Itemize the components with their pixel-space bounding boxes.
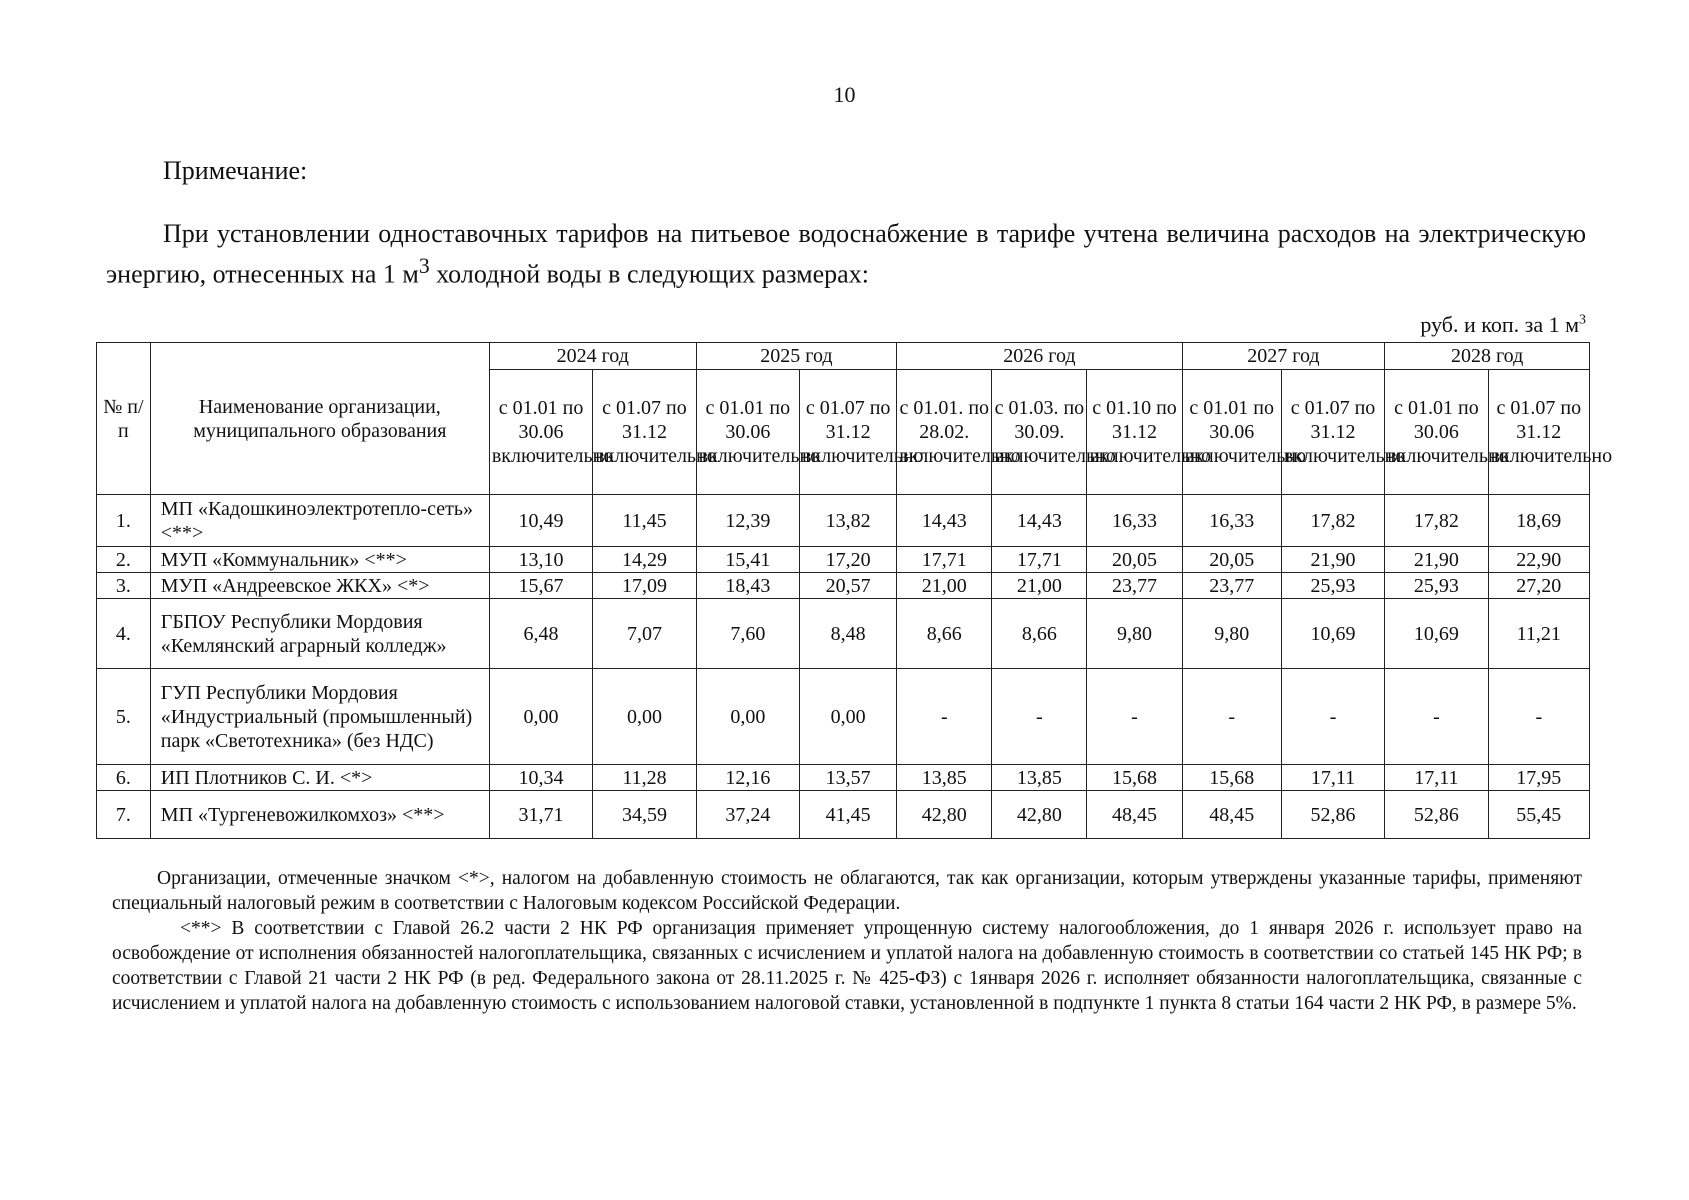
tariff-value: 31,71: [489, 791, 592, 839]
intro-paragraph: [106, 218, 1586, 291]
tariff-value: 17,11: [1385, 765, 1488, 791]
year-header: 2026 год: [897, 343, 1182, 370]
tariff-value: 25,93: [1385, 573, 1488, 599]
table-row: [97, 791, 1590, 839]
tariff-value: 15,41: [696, 547, 799, 573]
tariff-value: 13,82: [800, 495, 897, 547]
tariff-value: 15,68: [1182, 765, 1281, 791]
intro-text-before: При установлении одноставочных тарифов на питьевое водоснабжение в тарифе учтена величина расходов на электрическую энергию, отнесенных на 1 м: [106, 219, 1586, 289]
table-row: [97, 573, 1590, 599]
footnote-single-asterisk: Организации, отмеченные значком <*>, налогом на добавленную стоимость не облагаются, так как организации, которым утверждены указанные тарифы, применяют специальный налоговый режим в соответствии с Налоговым кодексом Российской Федерации.: [112, 868, 1582, 914]
period-header: с 01.01 по 30.06 включительно: [489, 370, 592, 495]
tariff-value: -: [897, 669, 992, 765]
period-header: с 01.07 по 31.12 включительно: [800, 370, 897, 495]
tariff-value: 37,24: [696, 791, 799, 839]
page-number: 10: [833, 82, 856, 107]
tariff-value: 41,45: [800, 791, 897, 839]
tariff-value: 17,09: [593, 573, 696, 599]
tariff-value: 16,33: [1182, 495, 1281, 547]
tariff-value: 27,20: [1488, 573, 1589, 599]
tariff-table: [96, 342, 1613, 839]
tariff-value: 23,77: [1182, 573, 1281, 599]
tariff-value: 13,85: [897, 765, 992, 791]
organization-name: ИП Плотников С. И. <*>: [150, 765, 489, 791]
period-header: с 01.07 по 31.12 включительно: [1281, 370, 1384, 495]
tariff-value: 15,68: [1087, 765, 1182, 791]
tariff-value: 13,85: [992, 765, 1087, 791]
year-header: 2027 год: [1182, 343, 1385, 370]
organization-name: МУП «Андреевское ЖКХ» <*>: [150, 573, 489, 599]
col-number-header: № п/п: [97, 343, 151, 495]
table-row: [97, 669, 1590, 765]
tariff-value: 48,45: [1087, 791, 1182, 839]
period-header: с 01.03. по 30.09. включительно: [992, 370, 1087, 495]
tariff-value: -: [1385, 669, 1488, 765]
tariff-value: -: [992, 669, 1087, 765]
year-header-row: [97, 343, 1590, 370]
tariff-value: 52,86: [1385, 791, 1488, 839]
tariff-value: 17,82: [1385, 495, 1488, 547]
tariff-value: 11,21: [1488, 599, 1589, 669]
unit-label: [1420, 312, 1586, 338]
tariff-value: 42,80: [992, 791, 1087, 839]
tariff-value: 9,80: [1182, 599, 1281, 669]
tariff-value: 17,20: [800, 547, 897, 573]
period-header: с 01.01 по 30.06 включительно: [1182, 370, 1281, 495]
tariff-value: 14,29: [593, 547, 696, 573]
row-number: 3.: [97, 573, 151, 599]
tariff-value: 14,43: [992, 495, 1087, 547]
period-header: с 01.01 по 30.06 включительно: [696, 370, 799, 495]
tariff-value: 10,34: [489, 765, 592, 791]
tariff-value: 55,45: [1488, 791, 1589, 839]
tariff-value: 10,69: [1385, 599, 1488, 669]
tariff-value: 0,00: [696, 669, 799, 765]
tariff-value: 18,43: [696, 573, 799, 599]
tariff-value: 14,43: [897, 495, 992, 547]
tariff-value: 10,69: [1281, 599, 1384, 669]
tariff-value: 17,71: [897, 547, 992, 573]
tariff-value: 34,59: [593, 791, 696, 839]
tariff-value: 17,95: [1488, 765, 1589, 791]
year-header: 2025 год: [696, 343, 897, 370]
tariff-value: 22,90: [1488, 547, 1589, 573]
intro-superscript: 3: [418, 254, 430, 278]
table-row: [97, 547, 1590, 573]
tariff-value: 52,86: [1281, 791, 1384, 839]
row-number: 5.: [97, 669, 151, 765]
footnote-double-asterisk: <**> В соответствии с Главой 26.2 части 2 НК РФ организация применяет упрощенную систему налогообложения, до 1 января 2026 г. использует право на освобождение от исполнения обязанностей налогоплательщика, связанных с исчислением и уплатой налога на добавленную стоимость в соответствии со статьей 145 НК РФ; в соответствии с Главой 21 части 2 НК РФ (в ред. Федерального закона от 28.11.2025 г. № 425-ФЗ) с 1января 2026 г. исполняет обязанности налогоплательщика, связанные с исчислением и уплатой налога на добавленную стоимость с использованием налоговой ставки, установленной в подпункте 1 пункта 8 статьи 164 части 2 НК РФ, в размере 5%.: [112, 918, 1582, 1014]
tariff-value: 42,80: [897, 791, 992, 839]
row-number: 4.: [97, 599, 151, 669]
tariff-value: 16,33: [1087, 495, 1182, 547]
tariff-value: 20,05: [1087, 547, 1182, 573]
footnotes: [112, 866, 1582, 1016]
tariff-value: -: [1182, 669, 1281, 765]
tariff-value: 21,90: [1385, 547, 1488, 573]
table-row: [97, 599, 1590, 669]
tariff-value: 11,45: [593, 495, 696, 547]
tariff-value: 6,48: [489, 599, 592, 669]
organization-name: МУП «Коммунальник» <**>: [150, 547, 489, 573]
tariff-value: 10,49: [489, 495, 592, 547]
tariff-value: 8,48: [800, 599, 897, 669]
note-title: Примечание:: [163, 156, 308, 185]
tariff-value: 12,39: [696, 495, 799, 547]
period-header: с 01.01 по 30.06 включительно: [1385, 370, 1488, 495]
tariff-value: 8,66: [897, 599, 992, 669]
tariff-value: 0,00: [489, 669, 592, 765]
tariff-value: -: [1281, 669, 1384, 765]
tariff-value: 17,82: [1281, 495, 1384, 547]
organization-name: ГБПОУ Республики Мордовия «Кемлянский аграрный колледж»: [150, 599, 489, 669]
period-header: с 01.07 по 31.12 включительно: [593, 370, 696, 495]
tariff-value: 21,90: [1281, 547, 1384, 573]
row-number: 7.: [97, 791, 151, 839]
period-header: с 01.10 по 31.12 включительно: [1087, 370, 1182, 495]
tariff-value: 20,05: [1182, 547, 1281, 573]
period-header: с 01.01. по 28.02. включительно: [897, 370, 992, 495]
year-header: 2024 год: [489, 343, 696, 370]
table-row: [97, 495, 1590, 547]
tariff-value: 15,67: [489, 573, 592, 599]
tariff-value: 0,00: [593, 669, 696, 765]
unit-label-text: руб. и коп. за 1 м: [1420, 312, 1579, 337]
period-header: с 01.07 по 31.12 включительно: [1488, 370, 1589, 495]
tariff-value: 12,16: [696, 765, 799, 791]
tariff-value: 23,77: [1087, 573, 1182, 599]
tariff-value: 13,10: [489, 547, 592, 573]
tariff-value: 8,66: [992, 599, 1087, 669]
tariff-value: 11,28: [593, 765, 696, 791]
col-organization-header: Наименование организации, муниципального образования: [150, 343, 489, 495]
tariff-value: 0,00: [800, 669, 897, 765]
unit-label-superscript: 3: [1579, 312, 1586, 328]
tariff-table-body: [97, 495, 1590, 839]
year-header: 2028 год: [1385, 343, 1590, 370]
tariff-value: 48,45: [1182, 791, 1281, 839]
tariff-value: 13,57: [800, 765, 897, 791]
tariff-value: 7,60: [696, 599, 799, 669]
tariff-value: 7,07: [593, 599, 696, 669]
row-number: 1.: [97, 495, 151, 547]
tariff-value: 21,00: [897, 573, 992, 599]
organization-name: ГУП Республики Мордовия «Индустриальный (промышленный) парк «Светотехника» (без НДС): [150, 669, 489, 765]
tariff-value: -: [1488, 669, 1589, 765]
organization-name: МП «Тургеневожилкомхоз» <**>: [150, 791, 489, 839]
tariff-value: 18,69: [1488, 495, 1589, 547]
tariff-value: 9,80: [1087, 599, 1182, 669]
tariff-value: 17,11: [1281, 765, 1384, 791]
row-number: 2.: [97, 547, 151, 573]
intro-text-after: холодной воды в следующих размерах:: [429, 259, 869, 289]
tariff-value: 25,93: [1281, 573, 1384, 599]
table-row: [97, 765, 1590, 791]
tariff-value: -: [1087, 669, 1182, 765]
tariff-value: 21,00: [992, 573, 1087, 599]
tariff-value: 20,57: [800, 573, 897, 599]
row-number: 6.: [97, 765, 151, 791]
tariff-value: 17,71: [992, 547, 1087, 573]
organization-name: МП «Кадошкиноэлектротепло-сеть» <**>: [150, 495, 489, 547]
